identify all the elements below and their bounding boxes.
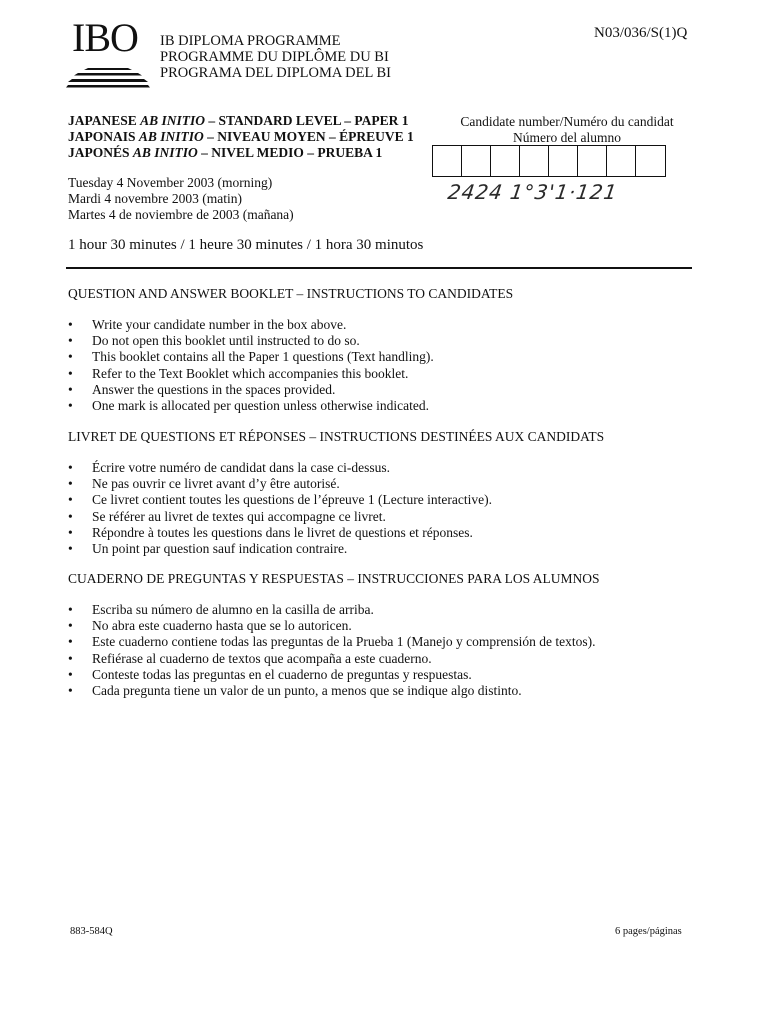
candidate-digit-box[interactable] (433, 146, 462, 176)
exam-dates (68, 175, 294, 223)
candidate-label-line-1: Candidate number/Numéro du candidat (460, 114, 674, 129)
list-item (68, 382, 434, 398)
list-item (68, 476, 492, 492)
bullet-icon: • (68, 333, 73, 349)
bullet-icon: • (68, 349, 73, 365)
instruction-text: Este cuaderno contiene todas las preguntas de la Prueba 1 (Manejo y comprensión de textos). (92, 634, 596, 650)
instruction-text: Cada pregunta tiene un valor de un punto, a menos que se indique algo distinto. (92, 683, 522, 699)
list-item (68, 618, 595, 634)
list-item (68, 525, 492, 541)
instruction-text: Refiérase al cuaderno de textos que acompaña a este cuaderno. (92, 650, 432, 666)
header-divider (66, 267, 692, 269)
bullet-icon: • (68, 602, 73, 617)
list-item (68, 398, 434, 414)
instruction-text: This booklet contains all the Paper 1 questions (Text handling). (92, 349, 434, 365)
list-item (68, 317, 434, 333)
paper-titles (68, 113, 414, 161)
instruction-text: Refer to the Text Booklet which accompanies this booklet. (92, 365, 409, 381)
bullet-icon: • (68, 666, 73, 682)
candidate-digit-box[interactable] (578, 146, 607, 176)
paper-title-es (68, 145, 414, 161)
instruction-text: Se référer au livret de textes qui accompagne ce livret. (92, 508, 386, 524)
list-item (68, 667, 595, 683)
instructions-heading-en: QUESTION AND ANSWER BOOKLET – INSTRUCTIONS TO CANDIDATES (68, 286, 514, 301)
programme-name-en: IB DIPLOMA PROGRAMME (160, 33, 341, 49)
instructions-list-en (68, 317, 434, 414)
bullet-icon: • (68, 524, 73, 540)
candidate-label-line-2: Número del alumno (513, 130, 621, 145)
footer-page-count: 6 pages/páginas (615, 926, 682, 937)
paper-title-level-italic: AB INITIO (132, 145, 198, 160)
list-item (68, 509, 492, 525)
candidate-number-boxes[interactable] (432, 145, 666, 177)
candidate-digit-box[interactable] (636, 146, 665, 176)
bullet-icon: • (68, 650, 73, 666)
instructions-list-fr (68, 460, 492, 557)
candidate-digit-box[interactable] (462, 146, 491, 176)
instruction-text: Do not open this booklet until instructed to do so. (92, 333, 360, 349)
paper-title-language: JAPONAIS (68, 129, 139, 144)
bullet-icon: • (68, 460, 73, 475)
candidate-digit-box[interactable] (549, 146, 578, 176)
paper-title-language: JAPONÉS (68, 145, 133, 160)
bullet-icon: • (68, 508, 73, 524)
instruction-text: Conteste todas las preguntas en el cuaderno de preguntas y respuestas. (92, 666, 472, 682)
list-item (68, 683, 595, 699)
paper-title-level-italic: AB INITIO (140, 113, 206, 128)
paper-title-rest: – NIVEL MEDIO – PRUEBA 1 (197, 145, 383, 160)
bullet-icon: • (68, 618, 73, 634)
bullet-icon: • (68, 365, 73, 381)
handwritten-candidate-number: 2424 1°3'1·121 (446, 180, 620, 204)
instruction-text: Écrire votre numéro de candidat dans la case ci-dessus. (92, 460, 391, 475)
instruction-text: Ce livret contient toutes les questions de l’épreuve 1 (Lecture interactive). (92, 492, 492, 508)
bullet-icon: • (68, 541, 73, 557)
bullet-icon: • (68, 317, 73, 332)
paper-title-fr (68, 129, 414, 145)
instructions-list-es (68, 602, 595, 699)
list-item (68, 349, 434, 365)
list-item (68, 651, 595, 667)
list-item (68, 460, 492, 476)
instructions-heading-fr: LIVRET DE QUESTIONS ET RÉPONSES – INSTRUCTIONS DESTINÉES AUX CANDIDATS (68, 429, 605, 444)
bullet-icon: • (68, 398, 73, 414)
paper-title-rest: – NIVEAU MOYEN – ÉPREUVE 1 (203, 129, 414, 144)
instruction-text: Un point par question sauf indication contraire. (92, 541, 348, 557)
list-item (68, 634, 595, 650)
paper-title-level-italic: AB INITIO (138, 129, 204, 144)
bullet-icon: • (68, 476, 73, 492)
instruction-text: No abra este cuaderno hasta que se lo autoricen. (92, 618, 352, 634)
instruction-text: Escriba su número de alumno en la casilla de arriba. (92, 602, 374, 617)
instruction-text: Ne pas ouvrir ce livret avant d’y être autorisé. (92, 476, 340, 492)
list-item (68, 333, 434, 349)
logo-text: IBO (72, 15, 138, 60)
instruction-text: Answer the questions in the spaces provided. (92, 381, 336, 397)
footer-document-code: 883-584Q (70, 926, 113, 937)
list-item (68, 366, 434, 382)
list-item (68, 602, 595, 618)
programme-names (160, 33, 391, 81)
exam-date-fr: Mardi 4 novembre 2003 (matin) (68, 191, 242, 206)
candidate-number-label (440, 114, 694, 146)
programme-name-fr: PROGRAMME DU DIPLÔME DU BI (160, 49, 389, 65)
bullet-icon: • (68, 683, 73, 699)
paper-title-en (68, 113, 414, 129)
programme-name-es: PROGRAMA DEL DIPLOMA DEL BI (160, 65, 391, 81)
instruction-text: Répondre à toutes les questions dans le livret de questions et réponses. (92, 524, 473, 540)
bullet-icon: • (68, 634, 73, 650)
list-item (68, 492, 492, 508)
bullet-icon: • (68, 492, 73, 508)
bullet-icon: • (68, 381, 73, 397)
list-item (68, 541, 492, 557)
instruction-text: One mark is allocated per question unless otherwise indicated. (92, 398, 430, 414)
exam-date-es: Martes 4 de noviembre de 2003 (mañana) (68, 207, 294, 222)
paper-title-rest: – STANDARD LEVEL – PAPER 1 (205, 113, 409, 128)
exam-date-en: Tuesday 4 November 2003 (morning) (68, 175, 273, 190)
candidate-digit-box[interactable] (491, 146, 520, 176)
paper-title-language: JAPANESE (68, 113, 141, 128)
instruction-text: Write your candidate number in the box above. (92, 317, 347, 332)
candidate-digit-box[interactable] (520, 146, 549, 176)
instructions-heading-es: CUADERNO DE PREGUNTAS Y RESPUESTAS – INSTRUCCIONES PARA LOS ALUMNOS (68, 571, 600, 586)
exam-code: N03/036/S(1)Q (594, 25, 688, 41)
logo-lines-graphic (66, 66, 150, 88)
exam-duration: 1 hour 30 minutes / 1 heure 30 minutes / 1 hora 30 minutos (68, 237, 424, 253)
ibo-logo (66, 15, 150, 86)
candidate-digit-box[interactable] (607, 146, 636, 176)
